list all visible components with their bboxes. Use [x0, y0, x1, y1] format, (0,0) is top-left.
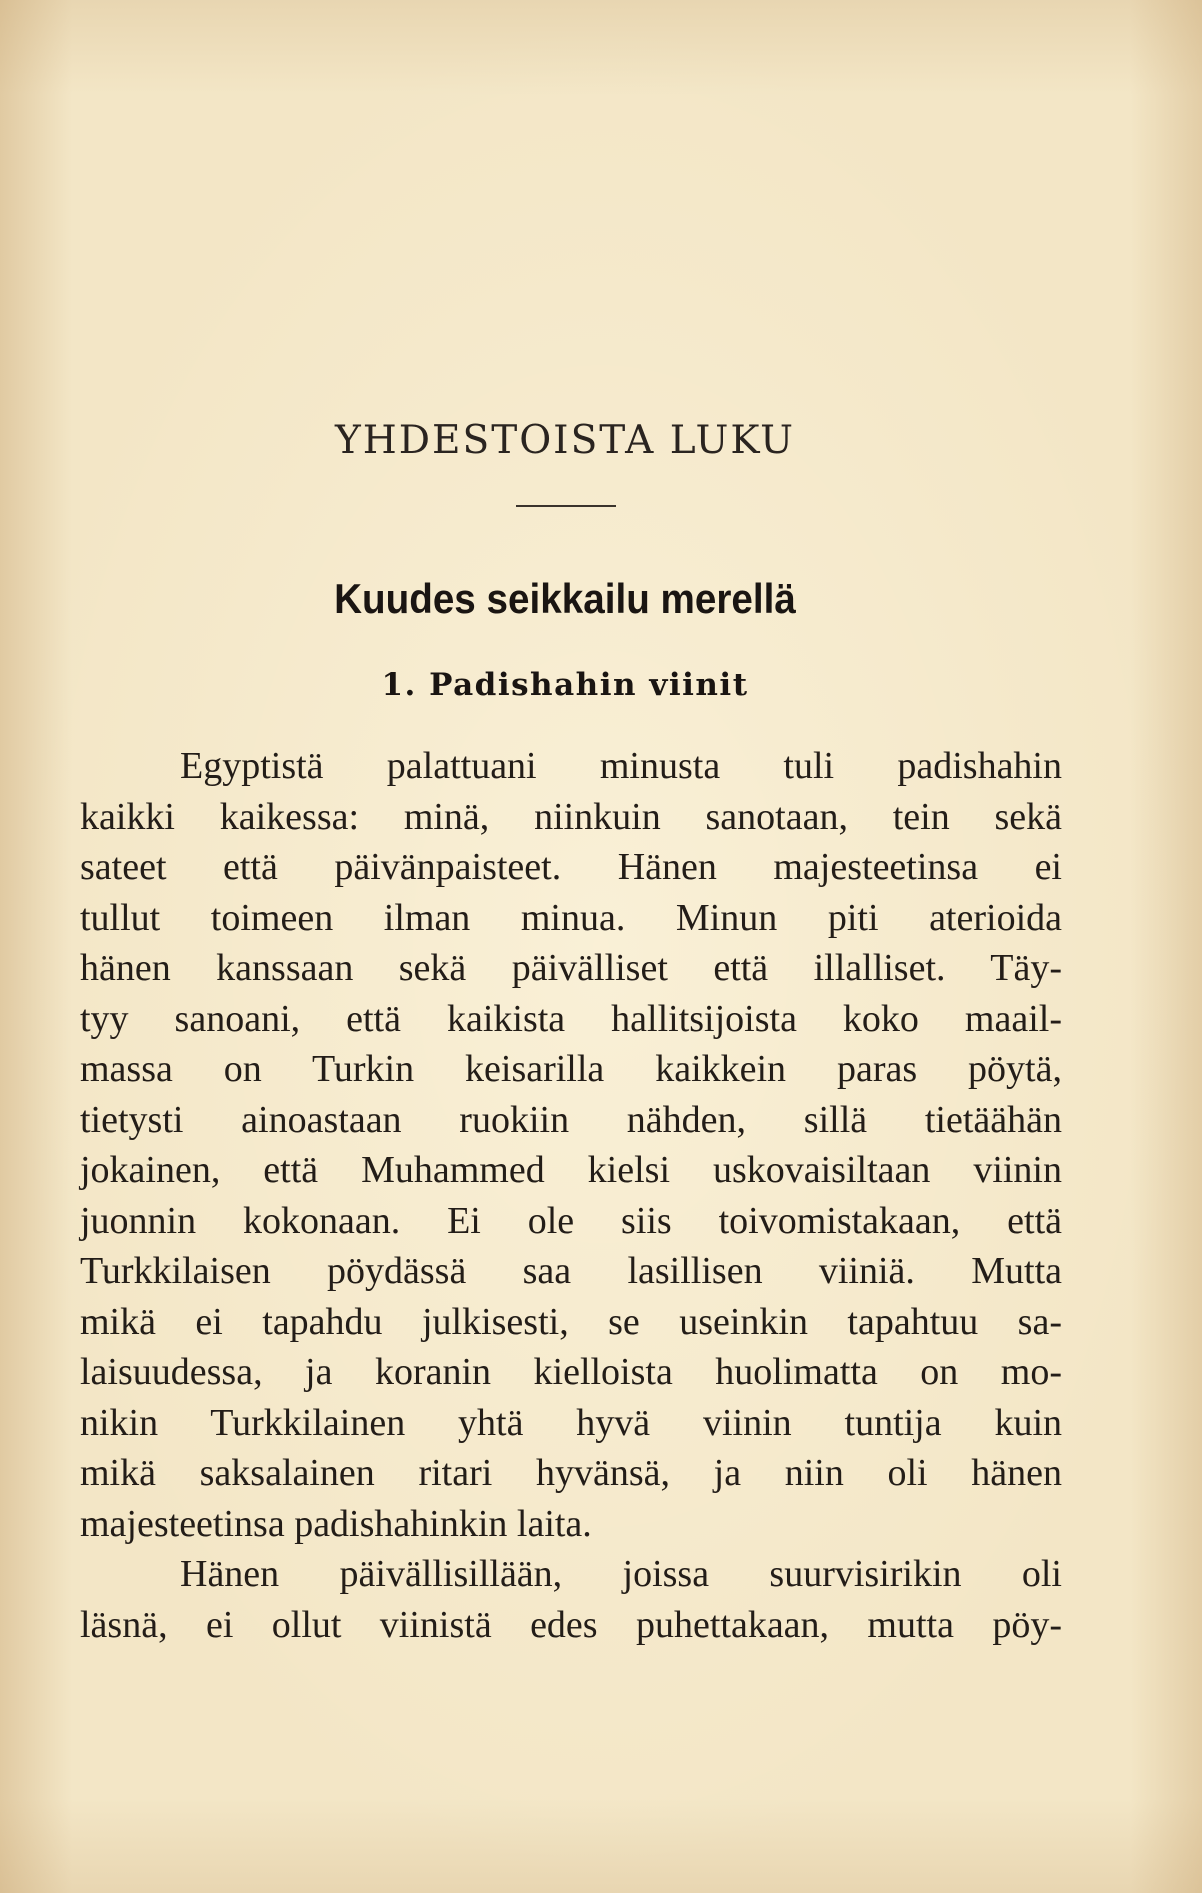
text-line: mikä saksalainen ritari hyvänsä, ja niin oli hänen — [80, 1452, 1062, 1494]
text-line: tietysti ainoastaan ruokiin nähden, sillä tietäähän — [80, 1098, 1062, 1141]
section-subtitle: 1. Padishahin viinit — [381, 667, 749, 703]
text-line: kaikki kaikessa: minä, niinkuin sanotaan, tein sekä — [80, 795, 1062, 838]
text-line: juonnin kokonaan. Ei ole siis toivomistakaan, että — [80, 1199, 1062, 1242]
text-line: majesteetinsa padishahinkin laita. — [80, 1502, 592, 1545]
text-line: läsnä, ei ollut viinistä edes puhettakaan, mutta pöy- — [80, 1603, 1062, 1646]
text-line: laisuudessa, ja koranin kielloista huolimatta on mo- — [80, 1351, 1062, 1393]
text-line: mikä ei tapahdu julkisesti, se useinkin tapahtuu sa- — [80, 1300, 1062, 1343]
text-line: Egyptistä palattuani minusta tuli padishahin — [180, 745, 1062, 787]
text-line: Hänen päivällisillään, joissa suurvisirikin oli — [180, 1553, 1062, 1595]
text-line: nikin Turkkilainen yhtä hyvä viinin tuntija kuin — [80, 1401, 1062, 1444]
text-line: massa on Turkin keisarilla kaikkein paras pöytä, — [80, 1048, 1062, 1090]
chapter-title: Kuudes seikkailu merellä — [334, 575, 796, 622]
text-line: Turkkilaisen pöydässä saa lasillisen viiniä. Mutta — [80, 1250, 1062, 1292]
text-line: tullut toimeen ilman minua. Minun piti aterioida — [80, 896, 1062, 939]
chapter-heading: YHDESTOISTA LUKU — [334, 418, 795, 463]
text-line: tyy sanoani, että kaikista hallitsijoista koko maail- — [80, 997, 1062, 1040]
body-text — [80, 741, 1062, 1650]
text-line: hänen kanssaan sekä päivälliset että illalliset. Täy- — [80, 947, 1062, 989]
text-line: sateet että päivänpaisteet. Hänen majesteetinsa ei — [80, 846, 1062, 888]
text-line: jokainen, että Muhammed kielsi uskovaisiltaan viinin — [80, 1149, 1062, 1191]
heading-divider — [516, 505, 616, 507]
